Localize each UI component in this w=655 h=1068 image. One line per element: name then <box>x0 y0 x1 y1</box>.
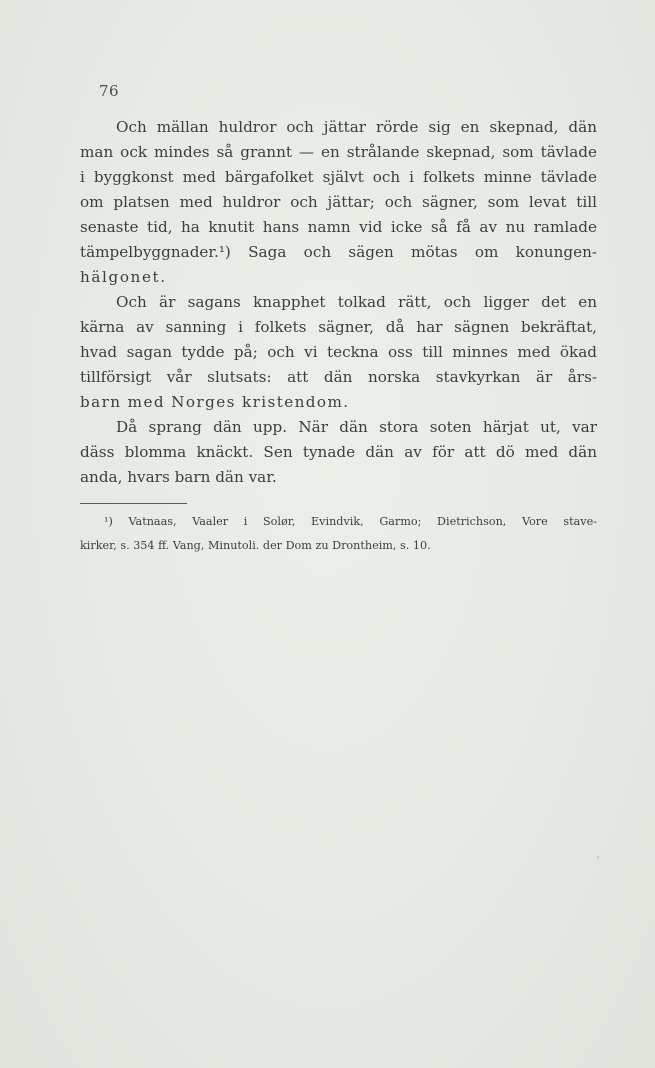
text-line: senaste tid, ha knutit hans namn vid icke så få av nu ramlade <box>80 218 597 236</box>
text-line: kärna av sanning i folkets sägner, då har sägnen bekräftat, <box>80 318 597 336</box>
text-line: anda, hvars barn dän var. <box>80 468 277 486</box>
text-line: Och mällan huldror och jättar rörde sig en skepnad, dän <box>116 118 597 136</box>
footnote-line: ¹) Vatnaas, Vaaler i Solør, Evindvik, Garmo; Dietrichson, Vore stave- <box>104 515 597 528</box>
text-line: i byggkonst med bärgafolket självt och i folkets minne tävlade <box>80 168 597 186</box>
text-line: Och är sagans knapphet tolkad rätt, och ligger det en <box>116 293 597 311</box>
text-line: man ock mindes så grannt — en strålande skepnad, som tävlade <box>80 143 597 161</box>
paper-speck <box>597 856 599 859</box>
footnote-line: kirker, s. 354 ff. Vang, Minutoli. der Dom zu Drontheim, s. 10. <box>80 539 431 552</box>
text-line: hälgonet. <box>80 268 167 286</box>
text-line: om platsen med huldror och jättar; och sägner, som levat till <box>80 193 597 211</box>
text-line: hvad sagan tydde på; och vi teckna oss till minnes med ökad <box>80 343 597 361</box>
page-number: 76 <box>99 82 120 100</box>
text-line: Då sprang dän upp. När dän stora soten härjat ut, var <box>116 418 597 436</box>
text-line: tämpelbyggnader.¹) Saga och sägen mötas om konungen- <box>80 243 597 261</box>
footnote-divider <box>80 503 187 504</box>
text-line: tillförsigt vår slutsats: att dän norska stavkyrkan är års- <box>80 368 597 386</box>
text-line: barn med Norges kristendom. <box>80 393 350 411</box>
text-line: däss blomma knäckt. Sen tynade dän av för att dö med dän <box>80 443 597 461</box>
